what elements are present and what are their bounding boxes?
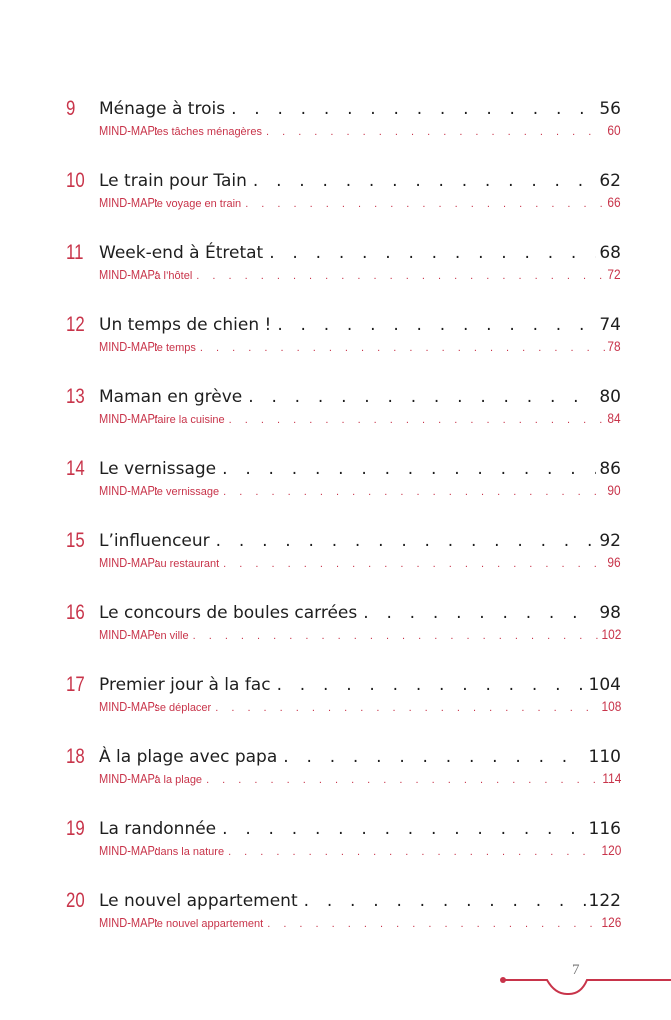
chapter-number: 16 xyxy=(66,601,85,624)
dot-leader xyxy=(363,600,596,626)
dot-leader xyxy=(223,482,605,502)
toc-entry xyxy=(0,672,671,732)
chapter-row xyxy=(99,384,621,410)
chapter-number: 12 xyxy=(66,313,85,336)
mind-map-page: 66 xyxy=(607,194,621,210)
dot-leader xyxy=(229,410,606,430)
chapter-row xyxy=(99,168,621,194)
chapter-number: 14 xyxy=(66,457,85,480)
mind-map-row xyxy=(99,696,621,716)
mind-map-label: MIND-MAP: xyxy=(99,195,158,210)
mind-map-row xyxy=(99,624,621,644)
mind-map-row xyxy=(99,768,621,788)
dot-leader xyxy=(231,96,596,122)
dot-leader xyxy=(216,528,597,554)
mind-map-topic: à l’hôtel xyxy=(154,270,193,282)
dot-leader xyxy=(196,266,605,286)
chapter-title: Le concours de boules carrées xyxy=(99,603,358,623)
mind-map-row xyxy=(99,192,621,212)
chapter-number: 20 xyxy=(66,889,85,912)
mind-map-row xyxy=(99,264,621,284)
chapter-row xyxy=(99,456,621,482)
mind-map-topic: le nouvel appartement xyxy=(154,918,264,930)
mind-map-label: MIND-MAP: xyxy=(99,339,158,354)
chapter-page: 92 xyxy=(599,531,621,551)
dot-leader xyxy=(267,914,597,934)
chapter-page: 86 xyxy=(599,459,621,479)
chapter-title: L’influenceur xyxy=(99,531,210,551)
chapter-page: 122 xyxy=(588,891,621,911)
mind-map-topic: le temps xyxy=(154,342,196,354)
chapter-title: À la plage avec papa xyxy=(99,747,278,767)
mind-map-row xyxy=(99,336,621,356)
chapter-page: 110 xyxy=(588,747,621,767)
mind-map-page: 120 xyxy=(601,842,621,858)
chapter-title: Le vernissage xyxy=(99,459,217,479)
toc-entry xyxy=(0,240,671,300)
chapter-row xyxy=(99,888,621,914)
mind-map-row xyxy=(99,840,621,860)
toc-entry xyxy=(0,888,671,948)
mind-map-label: MIND-MAP: xyxy=(99,699,158,714)
dot-leader xyxy=(222,816,585,842)
mind-map-page: 84 xyxy=(607,410,621,426)
chapter-page: 116 xyxy=(588,819,621,839)
mind-map-topic: se déplacer xyxy=(154,702,212,714)
mind-map-topic: les tâches ménagères xyxy=(154,126,262,138)
chapter-title: Le nouvel appartement xyxy=(99,891,298,911)
chapter-number: 19 xyxy=(66,817,85,840)
mind-map-label: MIND-MAP: xyxy=(99,555,158,570)
mind-map-label: MIND-MAP: xyxy=(99,411,158,426)
mind-map-row xyxy=(99,408,621,428)
mind-map-topic: à la plage xyxy=(154,774,203,786)
chapter-title: Un temps de chien ! xyxy=(99,315,272,335)
chapter-title: La randonnée xyxy=(99,819,217,839)
mind-map-row xyxy=(99,480,621,500)
chapter-row xyxy=(99,816,621,842)
page-number: 7 xyxy=(572,962,580,978)
mind-map-topic: le vernissage xyxy=(154,486,220,498)
toc-entry xyxy=(0,384,671,444)
chapter-page: 56 xyxy=(599,99,621,119)
mind-map-topic: faire la cuisine xyxy=(154,414,225,426)
dot-leader xyxy=(277,672,586,698)
chapter-number: 13 xyxy=(66,385,85,408)
chapter-page: 98 xyxy=(599,603,621,623)
dot-leader xyxy=(253,168,597,194)
chapter-number: 18 xyxy=(66,745,85,768)
chapter-title: Week-end à Étretat xyxy=(99,243,264,263)
dot-leader xyxy=(206,770,599,790)
dot-leader xyxy=(223,554,605,574)
dot-leader xyxy=(248,384,596,410)
chapter-row xyxy=(99,600,621,626)
chapter-page: 62 xyxy=(599,171,621,191)
toc-entry xyxy=(0,96,671,156)
chapter-number: 11 xyxy=(66,241,84,264)
mind-map-label: MIND-MAP: xyxy=(99,843,158,858)
chapter-title: Le train pour Tain xyxy=(99,171,247,191)
dot-leader xyxy=(215,698,597,718)
toc-entry xyxy=(0,528,671,588)
mind-map-label: MIND-MAP: xyxy=(99,483,158,498)
chapter-number: 9 xyxy=(66,97,76,120)
dot-leader xyxy=(269,240,596,266)
chapter-number: 15 xyxy=(66,529,85,552)
chapter-title: Premier jour à la fac xyxy=(99,675,271,695)
mind-map-page: 96 xyxy=(607,554,621,570)
toc-entry xyxy=(0,312,671,372)
mind-map-label: MIND-MAP: xyxy=(99,267,158,282)
mind-map-page: 102 xyxy=(601,626,621,642)
chapter-page: 80 xyxy=(599,387,621,407)
dot-leader xyxy=(245,194,605,214)
chapter-row xyxy=(99,240,621,266)
mind-map-row xyxy=(99,552,621,572)
dot-leader xyxy=(228,842,598,862)
chapter-page: 68 xyxy=(599,243,621,263)
mind-map-label: MIND-MAP: xyxy=(99,915,158,930)
dot-leader xyxy=(266,122,605,142)
mind-map-page: 126 xyxy=(601,914,621,930)
mind-map-row xyxy=(99,120,621,140)
dot-leader xyxy=(222,456,596,482)
toc-entry xyxy=(0,168,671,228)
mind-map-label: MIND-MAP: xyxy=(99,123,158,138)
chapter-title: Maman en grève xyxy=(99,387,243,407)
toc-entry xyxy=(0,816,671,876)
chapter-number: 17 xyxy=(66,673,85,696)
dot-leader xyxy=(200,338,606,358)
mind-map-page: 90 xyxy=(607,482,621,498)
toc-entry xyxy=(0,600,671,660)
chapter-title: Ménage à trois xyxy=(99,99,226,119)
mind-map-label: MIND-MAP: xyxy=(99,627,158,642)
chapter-row xyxy=(99,744,621,770)
toc-entry xyxy=(0,744,671,804)
mind-map-topic: dans la nature xyxy=(154,846,225,858)
mind-map-row xyxy=(99,912,621,932)
mind-map-page: 72 xyxy=(607,266,621,282)
dot-leader xyxy=(193,626,598,646)
chapter-row xyxy=(99,528,621,554)
chapter-row xyxy=(99,672,621,698)
footer-ornament xyxy=(497,960,671,1000)
dot-leader xyxy=(283,744,585,770)
mind-map-page: 78 xyxy=(607,338,621,354)
chapter-row xyxy=(99,96,621,122)
dot-leader xyxy=(277,312,596,338)
mind-map-topic: au restaurant xyxy=(154,558,220,570)
mind-map-topic: le voyage en train xyxy=(154,198,242,210)
toc-entry xyxy=(0,456,671,516)
mind-map-label: MIND-MAP: xyxy=(99,771,158,786)
dot-leader xyxy=(304,888,586,914)
chapter-page: 104 xyxy=(588,675,621,695)
mind-map-page: 60 xyxy=(607,122,621,138)
mind-map-page: 114 xyxy=(602,770,621,786)
mind-map-page: 108 xyxy=(601,698,621,714)
chapter-row xyxy=(99,312,621,338)
chapter-number: 10 xyxy=(66,169,85,192)
mind-map-topic: en ville xyxy=(154,630,189,642)
chapter-page: 74 xyxy=(599,315,621,335)
